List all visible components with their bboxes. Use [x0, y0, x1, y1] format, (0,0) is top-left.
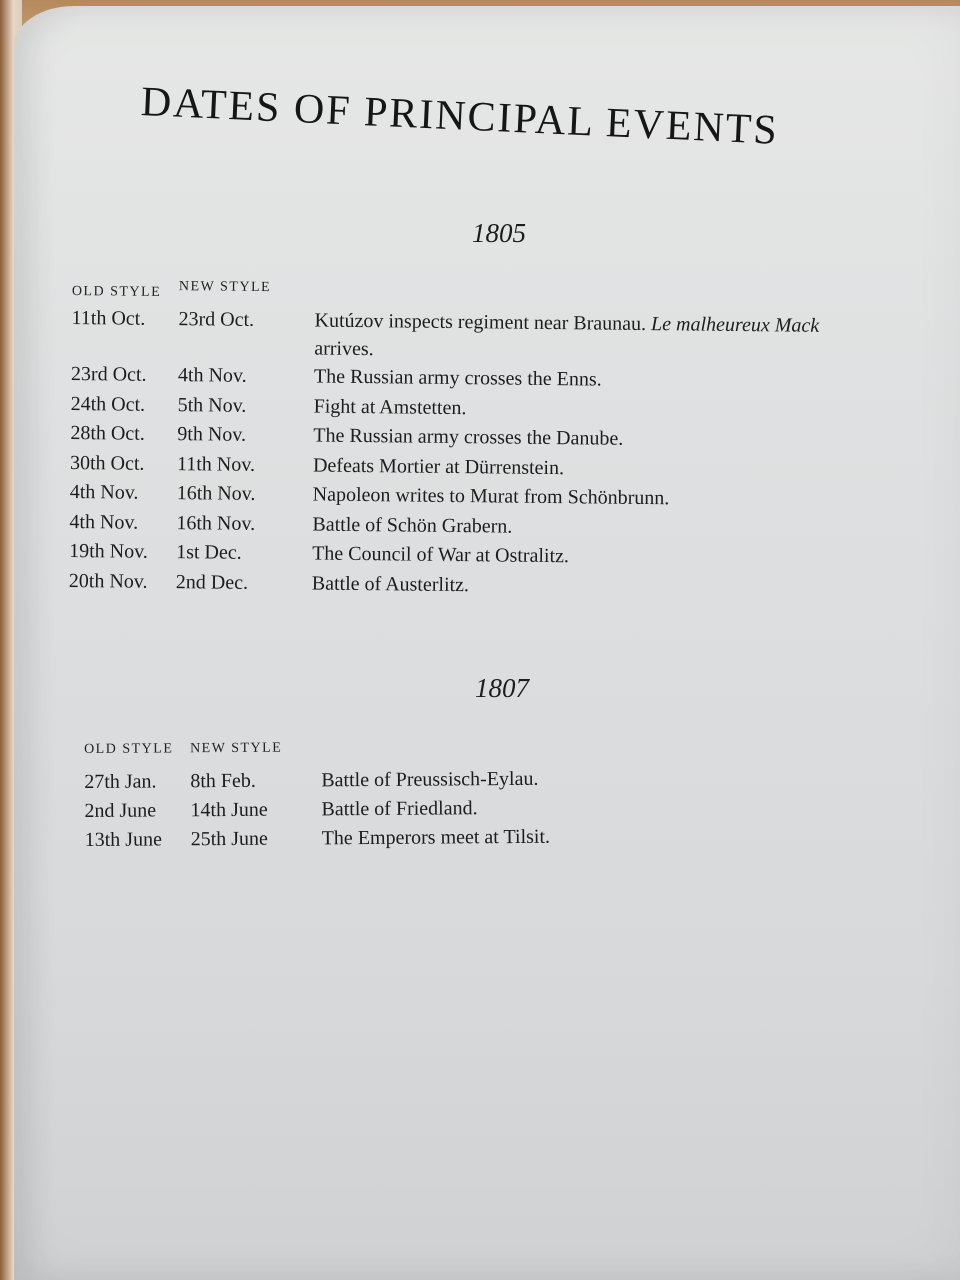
old-style-header: OLD STYLE: [71, 283, 162, 300]
old-style-date: 4th Nov.: [69, 480, 139, 504]
new-style-date: 14th June: [190, 798, 268, 822]
new-style-date: 2nd Dec.: [175, 570, 249, 594]
event-description: Fight at Amstetten.: [313, 395, 467, 419]
events-table-1807: [84, 735, 960, 855]
old-style-date: 23rd Oct.: [70, 362, 147, 386]
event-description: Napoleon writes to Murat from Schönbrunn.: [312, 483, 670, 510]
old-style-date: 27th Jan.: [84, 770, 157, 793]
year-heading-1807: 1807: [475, 673, 529, 703]
new-style-date: 8th Feb.: [190, 769, 256, 793]
old-style-date: 30th Oct.: [69, 451, 145, 475]
new-style-header: NEW STYLE: [189, 740, 283, 757]
new-style-date: 16th Nov.: [176, 511, 256, 535]
old-style-date: 28th Oct.: [70, 421, 145, 445]
event-description: The Russian army crosses the Enns.: [313, 365, 602, 391]
event-description: Battle of Austerlitz.: [311, 572, 470, 596]
old-style-date: 13th June: [84, 828, 162, 851]
new-style-date: 1st Dec.: [176, 541, 242, 564]
page-title: DATES OF PRINCIPAL EVENTS: [139, 78, 780, 154]
old-style-date: 11th Oct.: [71, 306, 146, 330]
old-style-date: 4th Nov.: [69, 510, 139, 534]
event-description: Defeats Mortier at Dürrenstein.: [312, 454, 565, 479]
table-row: [85, 819, 960, 855]
event-description: The Council of War at Ostralitz.: [312, 542, 570, 568]
old-style-header: OLD STYLE: [84, 741, 174, 757]
new-style-date: 25th June: [190, 827, 268, 851]
table-row: [71, 304, 960, 370]
new-style-date: 16th Nov.: [176, 482, 256, 505]
old-style-date: 19th Nov.: [69, 539, 148, 563]
book-page: [14, 6, 960, 1280]
new-style-date: 23rd Oct.: [178, 308, 255, 331]
event-description: The Emperors meet at Tilsit.: [321, 825, 551, 850]
event-continuation: arrives.: [314, 337, 374, 361]
event-description: Kutúzov inspects regiment near Braunau. Le malheureux Mack arrives.: [314, 309, 820, 361]
event-italic-text: Le malheureux Mack: [650, 313, 820, 337]
event-description: The Russian army crosses the Danube.: [313, 424, 624, 450]
old-style-date: 24th Oct.: [70, 392, 146, 416]
new-style-header: NEW STYLE: [178, 279, 272, 296]
new-style-date: 5th Nov.: [177, 393, 247, 417]
events-table-1805: [69, 278, 960, 606]
year-heading-1805: 1805: [472, 218, 526, 248]
event-description: Battle of Schön Grabern.: [312, 513, 513, 538]
old-style-date: 20th Nov.: [68, 569, 148, 593]
new-style-date: 9th Nov.: [177, 423, 247, 446]
event-description: Battle of Preussisch-Eylau.: [321, 767, 539, 792]
event-description: Battle of Friedland.: [321, 797, 478, 821]
old-style-date: 2nd June: [84, 799, 157, 822]
new-style-date: 4th Nov.: [177, 364, 247, 387]
new-style-date: 11th Nov.: [176, 452, 256, 476]
